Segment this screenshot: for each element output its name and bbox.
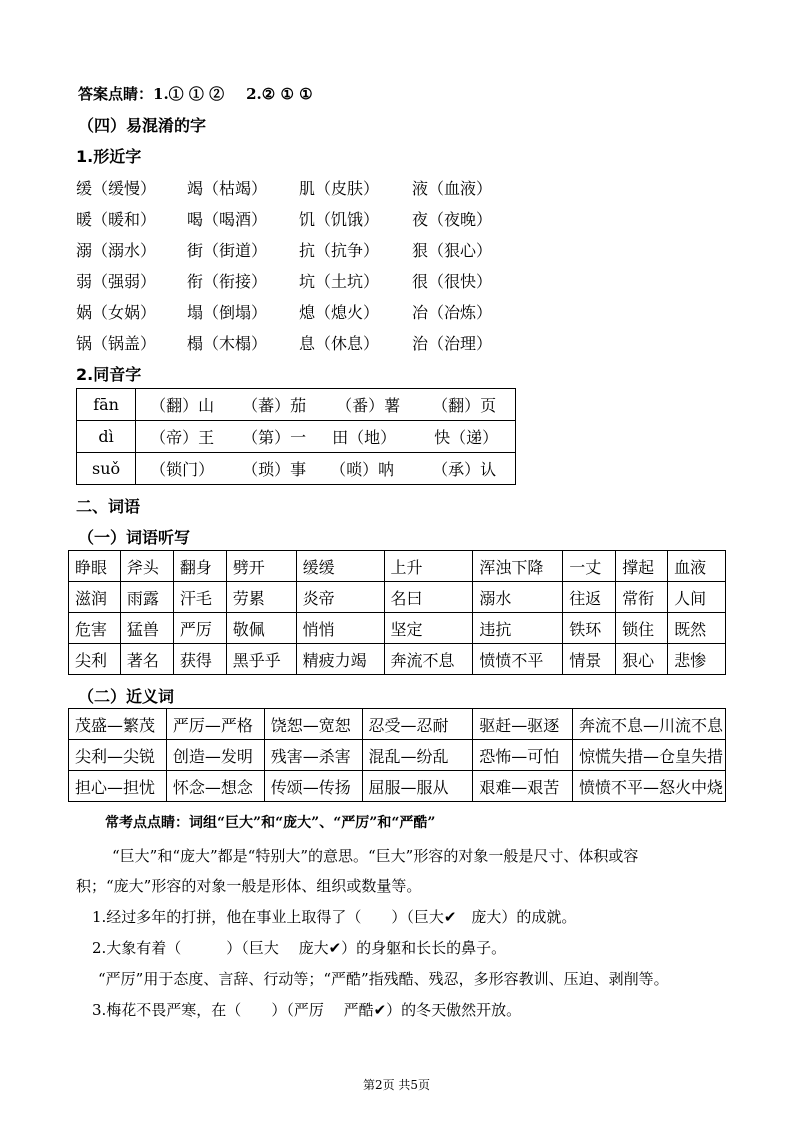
tongyin-table [76, 388, 516, 485]
section-4-title: （四）易混淆的字 [78, 116, 207, 135]
answer-2: 2.② ① ① [246, 85, 313, 103]
tongyin-item: 快（递） [434, 428, 499, 447]
page-footer: 第2页 共5页 [362, 1078, 431, 1092]
xingjin-cell: 街（街道） [187, 241, 268, 260]
xingjin-cell: 娲（女娲） [76, 303, 157, 322]
table-cell: 汗毛 [173, 582, 226, 613]
table-cell: 人间 [668, 582, 726, 613]
tingxie-title: （一）词语听写 [78, 528, 191, 547]
table-row [69, 709, 726, 740]
table-cell: 愤愤不平—怒火中烧 [573, 771, 726, 802]
tongyin-item: （翻）山 [150, 396, 215, 415]
table-cell: 残害—杀害 [264, 740, 362, 771]
tongyin-item: （琐）事 [242, 460, 307, 479]
table-cell: 奔流不息—川流不息 [573, 709, 726, 740]
table-cell: 混乱—纷乱 [362, 740, 473, 771]
table-cell: 坚定 [384, 613, 473, 644]
table-cell: 浑浊下降 [473, 551, 563, 582]
table-cell: 斧头 [120, 551, 173, 582]
xingjin-cell: 弱（强弱） [76, 272, 157, 291]
table-cell: 茂盛—繁茂 [69, 709, 167, 740]
tingxie-table [68, 550, 726, 675]
xingjin-cell: 塌（倒塌） [187, 303, 268, 322]
table-cell: 忍受—忍耐 [362, 709, 473, 740]
pinyin-cell: fān [77, 389, 136, 421]
xingjin-cell: 很（很快） [412, 272, 493, 291]
xingjin-cell: 饥（饥饿） [299, 210, 380, 229]
jinyici-title: （二）近义词 [78, 687, 175, 706]
table-row [69, 740, 726, 771]
table-cell: 驱赶—驱逐 [473, 709, 573, 740]
tongyin-item: （帝）王 [150, 428, 215, 447]
table-cell [136, 421, 516, 453]
xingjin-cell: 衔（衔接） [187, 272, 268, 291]
xingjin-cell: 狠（狠心） [412, 241, 493, 260]
table-cell: 血液 [668, 551, 726, 582]
question-2: 2.大象有着（ ）（巨大 庞大✔）的身躯和长长的鼻子。 [92, 939, 507, 957]
table-cell: 滋润 [69, 582, 121, 613]
table-cell: 猛兽 [120, 613, 173, 644]
table-cell: 撑起 [616, 551, 668, 582]
table-row [69, 551, 726, 582]
answer-1: 1.① ① ② [153, 85, 225, 103]
table-row [69, 644, 726, 675]
xingjin-cell: 喝（喝酒） [187, 210, 268, 229]
table-cell: 锁住 [616, 613, 668, 644]
table-cell: 担心—担忧 [69, 771, 167, 802]
table-cell: 艰难—艰苦 [473, 771, 573, 802]
changkao-title: 常考点点睛：词组“巨大”和“庞大”、“严厉”和“严酷” [105, 815, 436, 831]
xingjin-cell: 夜（夜晚） [412, 210, 493, 229]
xingjin-cell: 冶（冶炼） [412, 303, 493, 322]
changkao-para1-line2: 积；“庞大”形容的对象一般是形体、组织或数量等。 [76, 877, 422, 895]
xingjin-cell: 锅（锅盖） [76, 334, 157, 353]
xingjin-cell: 溺（溺水） [76, 241, 157, 260]
table-cell: 恐怖—可怕 [473, 740, 573, 771]
table-cell: 上升 [384, 551, 473, 582]
tongyin-item: （锁门） [150, 460, 215, 479]
table-cell: 惊慌失措—仓皇失措 [573, 740, 726, 771]
section-2-title: 二、词语 [76, 497, 141, 516]
table-cell: 获得 [173, 644, 226, 675]
xingjin-cell: 息（休息） [299, 334, 380, 353]
table-cell: 传颂—传扬 [264, 771, 362, 802]
table-cell: 雨露 [120, 582, 173, 613]
table-cell: 奔流不息 [384, 644, 473, 675]
table-cell: 翻身 [173, 551, 226, 582]
table-cell: 著名 [120, 644, 173, 675]
table-cell: 悲惨 [668, 644, 726, 675]
table-cell: 既然 [668, 613, 726, 644]
table-cell: 一丈 [563, 551, 616, 582]
table-cell: 敬佩 [226, 613, 296, 644]
pinyin-cell: dì [77, 421, 136, 453]
table-cell: 危害 [69, 613, 121, 644]
table-cell: 睁眼 [69, 551, 121, 582]
xingjin-cell: 熄（熄火） [299, 303, 380, 322]
table-cell: 溺水 [473, 582, 563, 613]
xingjin-cell: 暖（暖和） [76, 210, 157, 229]
pinyin-cell: suǒ [77, 453, 136, 485]
question-1: 1.经过多年的打拼，他在事业上取得了（ ）（巨大✔ 庞大）的成就。 [92, 908, 577, 926]
table-cell: 违抗 [473, 613, 563, 644]
answer-hint [78, 83, 313, 104]
table-cell [136, 389, 516, 421]
jinyici-table [68, 708, 726, 802]
table-cell: 缓缓 [296, 551, 384, 582]
table-row [77, 389, 516, 421]
tongyin-item: 田（地） [332, 428, 397, 447]
table-cell: 劈开 [226, 551, 296, 582]
table-cell: 严厉—严格 [166, 709, 264, 740]
changkao-para2: “严厉”用于态度、言辞、行动等；“严酷”指残酷、残忍，多形容教训、压迫、剥削等。 [98, 970, 669, 988]
changkao-para1-line1: “巨大”和“庞大”都是“特别大”的意思。“巨大”形容的对象一般是尺寸、体积或容 [112, 847, 639, 865]
table-row [69, 771, 726, 802]
tongyin-item: （承）认 [432, 460, 497, 479]
question-3: 3.梅花不畏严寒，在（ ）（严厉 严酷✔）的冬天傲然开放。 [92, 1001, 522, 1019]
xingjin-cell: 液（血液） [412, 179, 493, 198]
table-cell: 愤愤不平 [473, 644, 563, 675]
table-row [69, 582, 726, 613]
tongyin-item: （番）薯 [336, 396, 401, 415]
tongyin-title: 2.同音字 [76, 365, 142, 384]
table-cell: 往返 [563, 582, 616, 613]
xingjin-cell: 抗（抗争） [299, 241, 380, 260]
table-cell: 名曰 [384, 582, 473, 613]
xingjin-cell: 缓（缓慢） [76, 179, 157, 198]
table-cell: 严厉 [173, 613, 226, 644]
table-cell: 炎帝 [296, 582, 384, 613]
table-row [77, 453, 516, 485]
table-cell: 饶恕—宽恕 [264, 709, 362, 740]
table-cell: 精疲力竭 [296, 644, 384, 675]
tongyin-item: （第）一 [242, 428, 307, 447]
table-cell [136, 453, 516, 485]
table-cell: 常衔 [616, 582, 668, 613]
xingjin-title: 1.形近字 [76, 147, 142, 166]
tongyin-item: （唢）呐 [330, 460, 395, 479]
table-cell: 铁环 [563, 613, 616, 644]
table-row [77, 421, 516, 453]
table-row [69, 613, 726, 644]
table-cell: 情景 [563, 644, 616, 675]
table-cell: 尖利 [69, 644, 121, 675]
xingjin-cell: 肌（皮肤） [299, 179, 380, 198]
table-cell: 屈服—服从 [362, 771, 473, 802]
answer-hint-label: 答案点睛： [78, 85, 154, 103]
table-cell: 悄悄 [296, 613, 384, 644]
xingjin-cell: 坑（土坑） [299, 272, 380, 291]
tongyin-item: （翻）页 [432, 396, 497, 415]
table-cell: 怀念—想念 [166, 771, 264, 802]
table-cell: 劳累 [226, 582, 296, 613]
xingjin-cell: 竭（枯竭） [187, 179, 268, 198]
table-cell: 创造—发明 [166, 740, 264, 771]
xingjin-cell: 榻（木榻） [187, 334, 268, 353]
table-cell: 黑乎乎 [226, 644, 296, 675]
table-cell: 狠心 [616, 644, 668, 675]
tongyin-item: （蕃）茄 [242, 396, 307, 415]
xingjin-cell: 治（治理） [412, 334, 493, 353]
table-cell: 尖利—尖锐 [69, 740, 167, 771]
